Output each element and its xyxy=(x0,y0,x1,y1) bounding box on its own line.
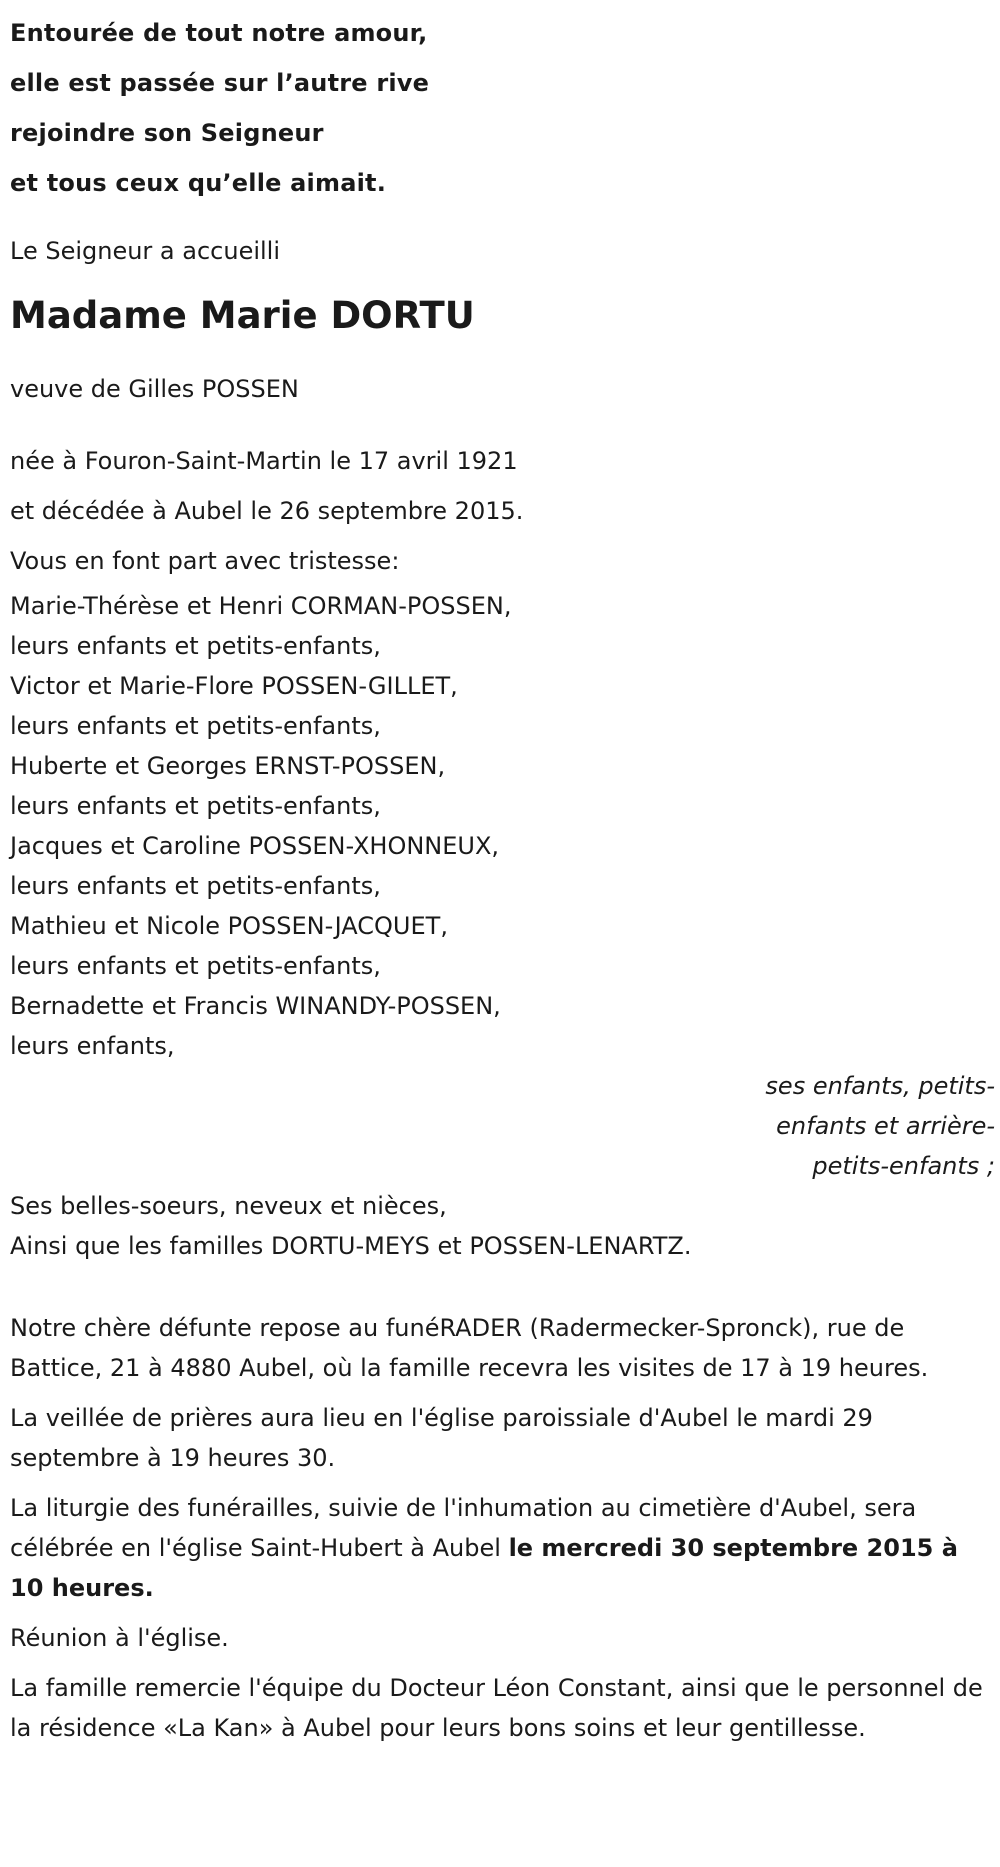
verse-line: rejoindre son Seigneur xyxy=(10,119,324,147)
family-line: Huberte et Georges ERNST-POSSEN, xyxy=(10,752,446,780)
vigil-paragraph: La veillée de prières aura lieu en l'église paroissiale d'Aubel le mardi 29 septembre à 19 heures 30. xyxy=(10,1404,873,1472)
family-line: Mathieu et Nicole POSSEN-JACQUET, xyxy=(10,912,448,940)
opening-verse xyxy=(10,8,995,208)
life-dates xyxy=(10,436,995,536)
verse-line: elle est passée sur l’autre rive xyxy=(10,69,430,97)
announce-line: Vous en font part avec tristesse: xyxy=(10,547,400,575)
children-note: ses enfants, petits-enfants et arrière-petits-enfants ; xyxy=(765,1072,995,1180)
relatives-line: Ses belles-soeurs, neveux et nièces, xyxy=(10,1192,447,1220)
birth-line: née à Fouron-Saint-Martin le 17 avril 1921 xyxy=(10,447,518,475)
funeral-date: le mercredi 30 septembre 2015 à 10 heures. xyxy=(10,1534,958,1602)
meeting-paragraph: Réunion à l'église. xyxy=(10,1624,229,1652)
family-line: Marie-Thérèse et Henri CORMAN-POSSEN, xyxy=(10,592,512,620)
rest-paragraph: Notre chère défunte repose au funéRADER (Radermecker-Spronck), rue de Battice, 21 à 4880 Aubel, où la famille recevra les visites de 17 à 19 heures. xyxy=(10,1314,929,1382)
widow-of: veuve de Gilles POSSEN xyxy=(10,375,299,403)
liturgy-paragraph xyxy=(10,1488,995,1608)
family-line: leurs enfants et petits-enfants, xyxy=(10,872,381,900)
family-line: Victor et Marie-Flore POSSEN-GILLET, xyxy=(10,672,458,700)
family-list xyxy=(10,586,995,1066)
verse-line: Entourée de tout notre amour, xyxy=(10,19,428,47)
family-line: leurs enfants, xyxy=(10,1032,175,1060)
death-line: et décédée à Aubel le 26 septembre 2015. xyxy=(10,497,524,525)
family-line: Jacques et Caroline POSSEN-XHONNEUX, xyxy=(10,832,500,860)
verse-line: et tous ceux qu’elle aimait. xyxy=(10,169,387,197)
deceased-name: Madame Marie DORTU xyxy=(10,294,475,337)
family-line: leurs enfants et petits-enfants, xyxy=(10,792,381,820)
intro-text: Le Seigneur a accueilli xyxy=(10,237,281,265)
family-line: leurs enfants et petits-enfants, xyxy=(10,712,381,740)
family-line: leurs enfants et petits-enfants, xyxy=(10,632,381,660)
other-relatives xyxy=(10,1186,995,1266)
family-line: leurs enfants et petits-enfants, xyxy=(10,952,381,980)
obituary-notice xyxy=(10,0,995,1748)
relatives-line: Ainsi que les familles DORTU-MEYS et POSSEN-LENARTZ. xyxy=(10,1232,692,1260)
liturgy-text: La liturgie des funérailles, suivie de l'inhumation au cimetière d'Aubel, sera célébrée en l'église Saint-Hubert à Aubel xyxy=(10,1494,917,1562)
thanks-paragraph: La famille remercie l'équipe du Docteur Léon Constant, ainsi que le personnel de la résidence «La Kan» à Aubel pour leurs bons soins et leur gentillesse. xyxy=(10,1674,983,1742)
family-line: Bernadette et Francis WINANDY-POSSEN, xyxy=(10,992,501,1020)
